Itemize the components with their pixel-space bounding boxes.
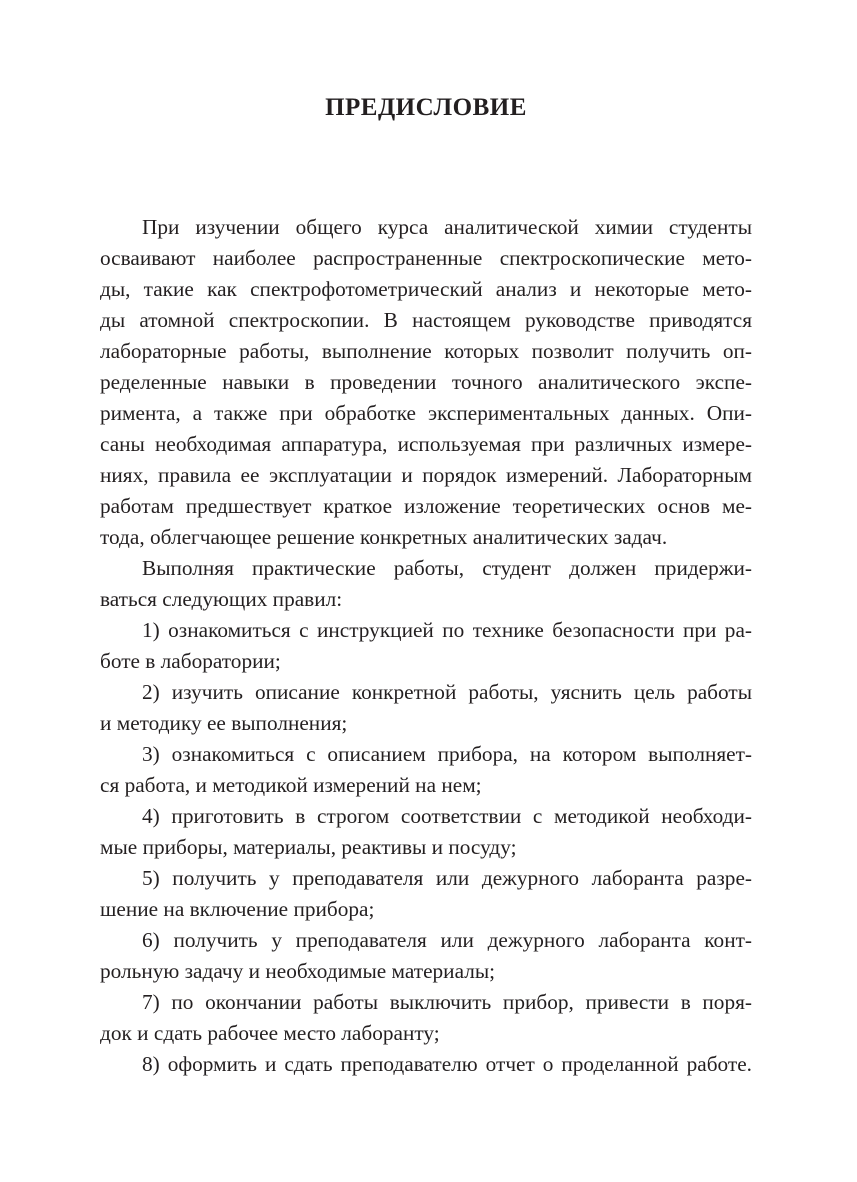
rule-item xyxy=(100,1049,752,1080)
rule-item xyxy=(100,615,752,677)
text-line: ды, такие как спектрофотометрический анализ и некоторые мето- xyxy=(100,277,752,301)
page-title: ПРЕДИСЛОВИЕ xyxy=(325,94,527,121)
paragraph xyxy=(100,553,752,615)
rule-item xyxy=(100,677,752,739)
text-line: осваивают наиболее распространенные спектроскопические мето- xyxy=(100,246,752,270)
text-line: Выполняя практические работы, студент должен придержи- xyxy=(142,556,752,580)
text-line: ся работа, и методикой измерений на нем; xyxy=(100,773,482,797)
text-line: 8) оформить и сдать преподавателю отчет о проделанной работе. xyxy=(142,1052,752,1076)
text-line: 2) изучить описание конкретной работы, уяснить цель работы xyxy=(142,680,752,704)
text-line: тода, облегчающее решение конкретных аналитических задач. xyxy=(100,525,668,549)
text-line: ды атомной спектроскопии. В настоящем руководстве приводятся xyxy=(100,308,752,332)
text-line: 1) ознакомиться с инструкцией по технике безопасности при ра- xyxy=(142,618,752,642)
rule-item xyxy=(100,863,752,925)
text-line: работам предшествует краткое изложение теоретических основ ме- xyxy=(100,494,752,518)
text-line: рольную задачу и необходимые материалы; xyxy=(100,959,496,983)
rule-item xyxy=(100,925,752,987)
rule-item xyxy=(100,739,752,801)
text-line: 5) получить у преподавателя или дежурного лаборанта разре- xyxy=(142,866,752,890)
text-line: 7) по окончании работы выключить прибор, привести в поря- xyxy=(142,990,752,1014)
text-line: 4) приготовить в строгом соответствии с методикой необходи- xyxy=(142,804,752,828)
text-line: саны необходимая аппаратура, используемая при различных измере- xyxy=(100,432,752,456)
text-line: 6) получить у преподавателя или дежурного лаборанта конт- xyxy=(142,928,752,952)
text-line: боте в лаборатории; xyxy=(100,649,281,673)
text-line: шение на включение прибора; xyxy=(100,897,375,921)
text-line: лабораторные работы, выполнение которых позволит получить оп- xyxy=(100,339,752,363)
text-line: При изучении общего курса аналитической химии студенты xyxy=(142,215,752,239)
text-line: док и сдать рабочее место лаборанту; xyxy=(100,1021,440,1045)
rule-item xyxy=(100,801,752,863)
text-line: мые приборы, материалы, реактивы и посуду; xyxy=(100,835,517,859)
text-line: римента, а также при обработке экспериментальных данных. Опи- xyxy=(100,401,752,425)
text-line: и методику ее выполнения; xyxy=(100,711,348,735)
text-line: ваться следующих правил: xyxy=(100,587,343,611)
text-line: ределенные навыки в проведении точного аналитического экспе- xyxy=(100,370,752,394)
rule-item xyxy=(100,987,752,1049)
paragraph xyxy=(100,212,752,553)
text-line: ниях, правила ее эксплуатации и порядок измерений. Лабораторным xyxy=(100,463,752,487)
body-text xyxy=(100,212,752,1080)
text-line: 3) ознакомиться с описанием прибора, на котором выполняет- xyxy=(142,742,752,766)
